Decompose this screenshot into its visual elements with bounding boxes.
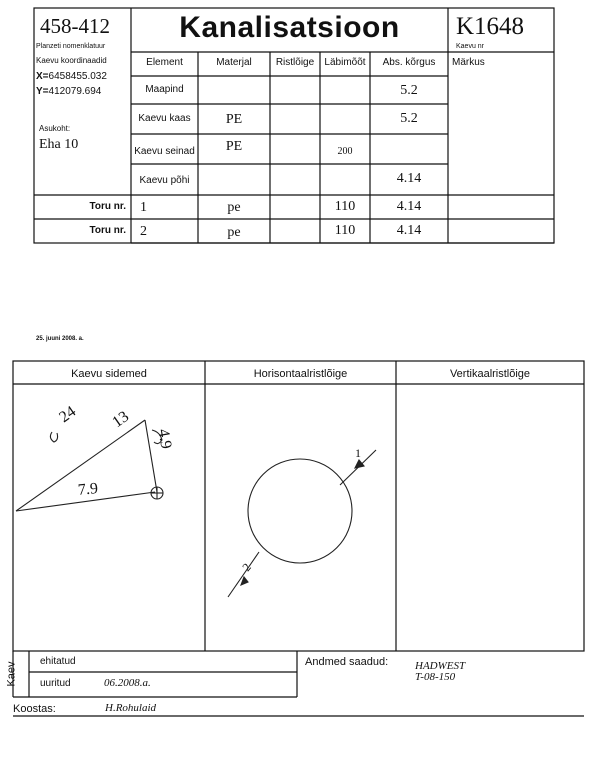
pipe-nr: 1	[140, 200, 147, 215]
pipe-nr: 2	[140, 224, 147, 239]
row-diameter: 200	[337, 146, 353, 157]
row-material: PE	[225, 139, 243, 154]
well-id-label: Kaevu nr	[456, 43, 485, 50]
author-value: H.Rohulaid	[105, 702, 157, 714]
row-element: Kaevu kaas	[138, 113, 191, 124]
location-label: Asukoht:	[39, 124, 71, 133]
data-from-value: T-08-150	[415, 671, 456, 683]
sketch-label: 7.9	[77, 480, 99, 499]
page-title: Kanalisatsioon	[179, 11, 400, 44]
pipe-height: 4.14	[396, 223, 422, 238]
date-line: 25. juuni 2008. a.	[36, 336, 84, 342]
pipe-diameter: 110	[334, 223, 356, 238]
nomenclature-value: 458-412	[40, 14, 110, 38]
sketch-label: 24	[56, 403, 80, 427]
pipe-label: Toru nr.	[89, 225, 126, 236]
row-height: 5.2	[400, 111, 418, 126]
pipe-mark: 2	[239, 560, 254, 574]
nomenclature-label: Planzeti nomenklatuur	[36, 43, 106, 50]
col-notes: Märkus	[452, 57, 485, 68]
horizontal-section-sketch	[228, 450, 376, 597]
row-element: Maapind	[145, 84, 184, 95]
pipe-label: Toru nr.	[89, 201, 126, 212]
sheet-col-vertical: Vertikaalristlõige	[449, 368, 531, 380]
col-height: Abs. kõrgus	[382, 57, 436, 68]
coord-x: X=6458455.032	[36, 71, 107, 82]
location-value: Eha 10	[39, 137, 79, 152]
built-label: ehitatud	[40, 656, 76, 667]
well-id-value: K1648	[456, 13, 525, 40]
coord-y: Y=412079.694	[36, 86, 102, 97]
pipe-material: pe	[227, 200, 241, 215]
measured-label: uuritud	[40, 678, 71, 689]
sheet-col-links: Kaevu sidemed	[71, 368, 147, 380]
row-height: 5.2	[400, 83, 418, 98]
col-diameter: Läbimõõt	[324, 57, 366, 68]
sheet-col-horizontal: Horisontaalristlõige	[253, 368, 348, 380]
row-height: 4.14	[396, 171, 422, 186]
sketch-label: 4.9	[154, 427, 175, 451]
pipe-mark: 1	[355, 446, 361, 460]
measured-value: 06.2008.a.	[104, 677, 151, 689]
sketch-label: 13	[109, 408, 133, 432]
author-label: Koostas:	[13, 703, 56, 715]
col-section: Ristlõige	[275, 57, 315, 68]
coords-label: Kaevu koordinaadid	[36, 56, 107, 65]
pipe-height: 4.14	[396, 199, 422, 214]
col-element: Element	[146, 57, 183, 68]
pipe-material: pe	[227, 225, 241, 240]
data-from-label: Andmed saadud:	[305, 656, 389, 668]
data-from-value: HADWEST	[415, 660, 466, 672]
pipe-diameter: 110	[334, 199, 356, 214]
row-element: Kaevu seinad	[134, 146, 195, 157]
row-element: Kaevu põhi	[139, 175, 190, 186]
col-material: Materjal	[216, 57, 252, 68]
side-label: Kaev	[5, 661, 18, 687]
row-material: PE	[225, 112, 243, 127]
